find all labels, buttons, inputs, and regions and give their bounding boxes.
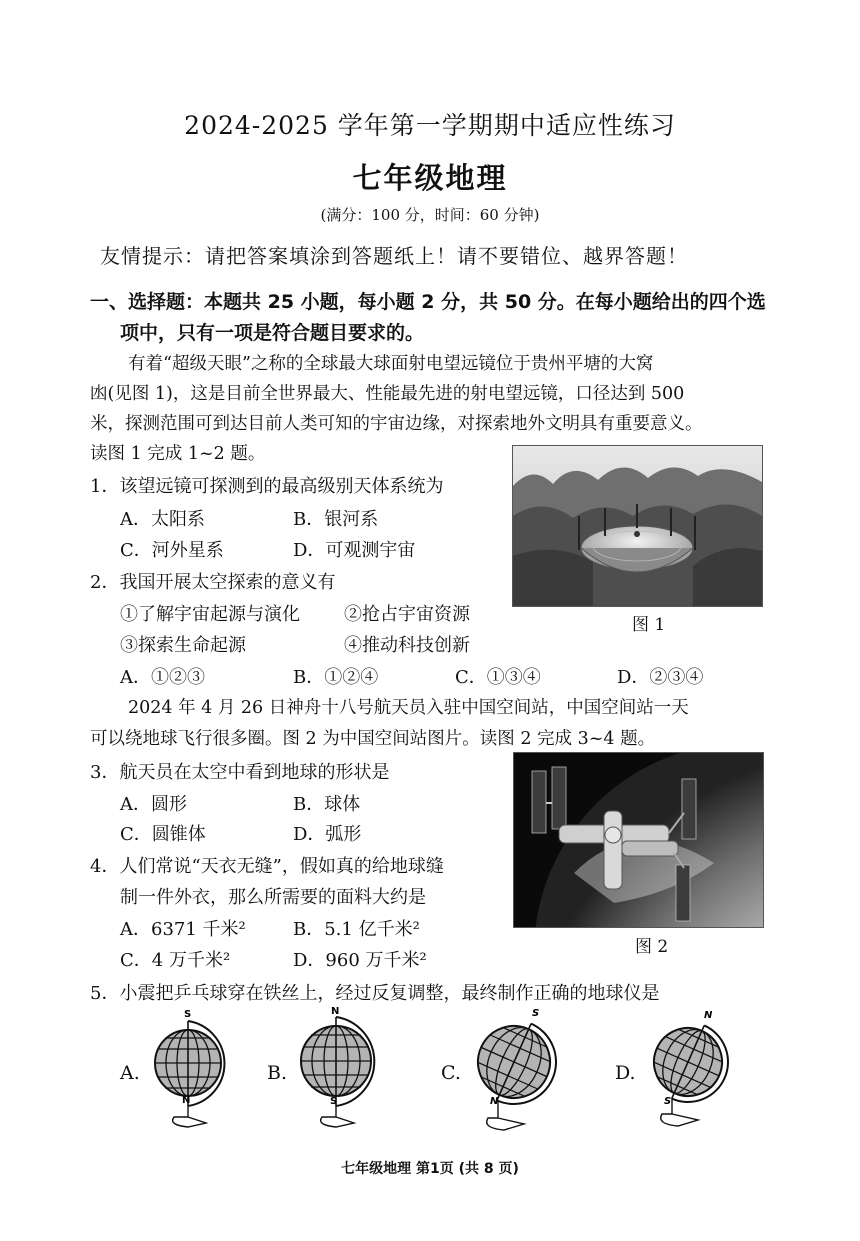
friendly-tip: 友情提示：请把答案填涂到答题纸上！请不要错位、越界答题！ <box>100 244 688 268</box>
q5-globe-a <box>148 1005 238 1135</box>
q2-option-a: A．①②③ <box>120 667 205 688</box>
section-heading-line2: 项中，只有一项是符合题目要求的。 <box>120 322 425 344</box>
q5-stem: 5．小震把乒乓球穿在铁丝上，经过反复调整，最终制作正确的地球仪是 <box>90 983 660 1004</box>
fig1-caption: 图 1 <box>632 615 666 635</box>
q3-option-a: A．圆形 <box>120 794 187 815</box>
q1-option-a: A．太阳系 <box>120 509 205 530</box>
q3-option-d: D．弧形 <box>293 824 362 845</box>
q5-option-b-label: B. <box>267 1062 288 1084</box>
q1-option-b: B．银河系 <box>293 509 379 530</box>
page-footer: 七年级地理 第1页 (共 8 页) <box>341 1161 519 1177</box>
passage2-line1: 2024 年 4 月 26 日神舟十八号航天员入驻中国空间站，中国空间站一天 <box>128 698 689 718</box>
q2-statement-4: ④推动科技创新 <box>344 635 470 656</box>
q5-a-pole-bottom: N <box>182 1095 191 1106</box>
q4-stem-line2: 制一件外衣，那么所需要的面料大约是 <box>120 887 426 908</box>
q5-d-pole-bottom: S <box>664 1096 672 1107</box>
q5-c-pole-bottom: N <box>490 1096 499 1107</box>
q3-stem: 3．航天员在太空中看到地球的形状是 <box>90 762 390 783</box>
exam-title: 2024-2025 学年第一学期期中适应性练习 <box>184 111 676 140</box>
q4-option-a: A．6371 千米² <box>120 919 246 940</box>
passage2-line2: 可以绕地球飞行很多圈。图 2 为中国空间站图片。读图 2 完成 3~4 题。 <box>90 729 656 749</box>
q4-option-b: B．5.1 亿千米² <box>293 919 420 940</box>
subject-title: 七年级地理 <box>352 161 508 195</box>
q2-statement-3: ③探索生命起源 <box>120 635 246 656</box>
q5-b-pole-bottom: S <box>330 1096 338 1107</box>
q3-option-b: B．球体 <box>293 794 361 815</box>
q5-option-a-label: A. <box>120 1062 140 1084</box>
passage1-line1: 有着“超级天眼”之称的全球最大球面射电望远镜位于贵州平塘的大窝 <box>128 354 654 374</box>
q3-option-c: C．圆锥体 <box>120 824 206 845</box>
q5-option-d-label: D. <box>615 1062 636 1084</box>
q2-option-d: D．②③④ <box>617 667 704 688</box>
q5-b-pole-top: N <box>331 1006 340 1017</box>
fig1-telescope-photo <box>512 445 763 607</box>
q4-stem-line1: 4．人们常说“天衣无缝”，假如真的给地球缝 <box>90 856 444 877</box>
section-heading-line1: 一、选择题：本题共 25 小题，每小题 2 分，共 50 分。在每小题给出的四个选 <box>90 291 766 313</box>
passage1-line3: 米，探测范围可到达目前人类可知的宇宙边缘，对探索地外文明具有重要意义。 <box>90 414 703 434</box>
exam-meta: (满分：100 分，时间：60 分钟) <box>320 206 540 224</box>
q5-globe-d <box>646 1002 746 1140</box>
q5-option-c-label: C. <box>441 1062 461 1084</box>
q5-globe-c <box>468 1000 568 1140</box>
passage1-line2: 凼(见图 1)，这是目前全世界最大、性能最先进的射电望远镜，口径达到 500 <box>90 384 685 404</box>
q5-c-pole-top: S <box>532 1008 540 1019</box>
fig2-space-station-photo <box>513 752 764 928</box>
q2-option-c: C．①③④ <box>455 667 541 688</box>
q1-option-c: C．河外星系 <box>120 540 224 561</box>
q5-d-pole-top: N <box>704 1010 713 1021</box>
q5-a-pole-top: S <box>184 1009 192 1020</box>
q2-statement-1: ①了解宇宙起源与演化 <box>120 604 300 625</box>
q4-option-d: D．960 万千米² <box>293 950 427 971</box>
q2-statement-2: ②抢占宇宙资源 <box>344 604 470 625</box>
q1-option-d: D．可观测宇宙 <box>293 540 416 561</box>
passage1-line4: 读图 1 完成 1~2 题。 <box>90 444 266 464</box>
q5-globe-b <box>296 1003 386 1135</box>
q2-stem: 2．我国开展太空探索的意义有 <box>90 572 336 593</box>
fig2-caption: 图 2 <box>635 937 669 957</box>
q2-option-b: B．①②④ <box>293 667 379 688</box>
q4-option-c: C．4 万千米² <box>120 950 231 971</box>
q1-stem: 1．该望远镜可探测到的最高级别天体系统为 <box>90 476 444 497</box>
